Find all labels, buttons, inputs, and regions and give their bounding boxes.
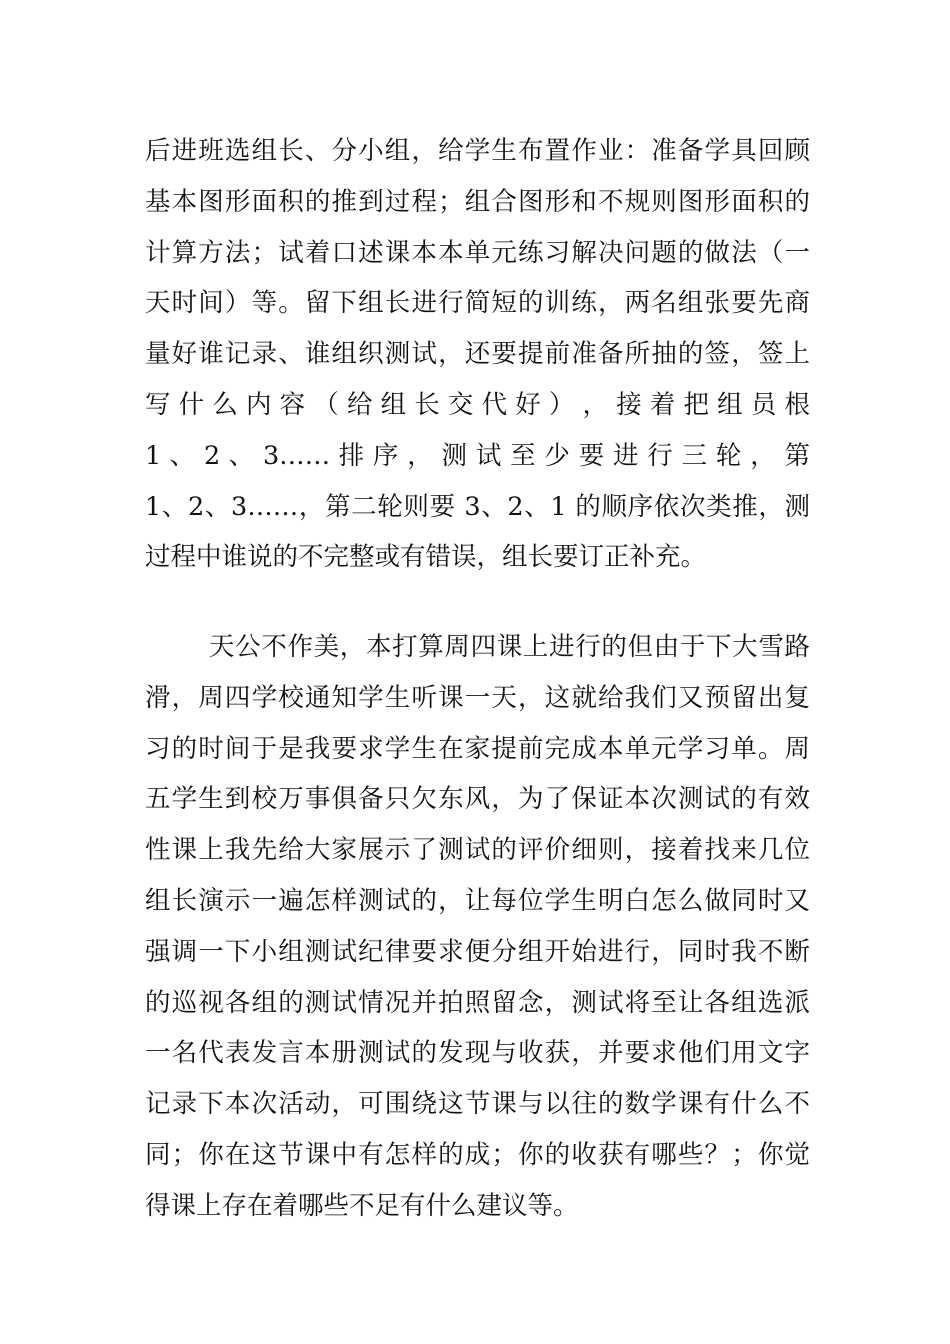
text-line: 天公不作美，本打算周四课上进行的但由于下大雪路 <box>209 632 810 662</box>
text-line: 五学生到校万事俱备只欠东风，为了保证本次测试的有效 <box>145 784 810 815</box>
text-line: 后进班选组长、分小组，给学生布置作业：准备学具回顾 <box>145 136 810 166</box>
text-line: 记录下本次活动，可围绕这节课与以往的数学课有什么不 <box>145 1089 810 1120</box>
text-line: 一名代表发言本册测试的发现与收获，并要求他们用文字 <box>145 1038 810 1069</box>
text-line: 的巡视各组的测试情况并拍照留念，测试将至让各组选派 <box>145 987 810 1018</box>
text-line: 天时间）等。留下组长进行简短的训练，两名组张要先商 <box>145 288 810 319</box>
text-line: 滑，周四学校通知学生听课一天，这就给我们又预留出复 <box>145 682 810 713</box>
paragraph-1 <box>145 126 810 583</box>
text-line: 得课上存在着哪些不足有什么建议等。 <box>145 1190 579 1221</box>
text-line: 习的时间于是我要求学生在家提前完成本单元学习单。周 <box>145 733 810 764</box>
paragraph-2 <box>145 622 810 1232</box>
text-line: 组长演示一遍怎样测试的，让每位学生明白怎么做同时又 <box>145 885 810 916</box>
text-line: 基本图形面积的推到过程；组合图形和不规则图形面积的 <box>145 186 810 217</box>
text-line: 写 什 么 内 容 （ 给 组 长 交 代 好 ） ， 接 着 把 组 员 根 <box>145 389 810 420</box>
text-line: 同；你在这节课中有怎样的成；你的收获有哪些？；你觉 <box>145 1139 810 1170</box>
text-line: 性课上我先给大家展示了测试的评价细则，接着找来几位 <box>145 835 810 866</box>
text-line: 计算方法；试着口述课本本单元练习解决问题的做法（一 <box>145 237 810 268</box>
text-line: 1、2、3……，第二轮则要 3、2、1 的顺序依次类推，测 <box>145 491 810 522</box>
text-line: 量好谁记录、谁组织测试，还要提前准备所抽的签，签上 <box>145 339 810 370</box>
text-line: 1 、 2 、 3…… 排 序 ， 测 试 至 少 要 进 行 三 轮 ， 第 <box>145 440 810 471</box>
text-line: 过程中谁说的不完整或有错误，组长要订正补充。 <box>145 542 707 573</box>
text-line: 强调一下小组测试纪律要求便分组开始进行，同时我不断 <box>145 936 810 967</box>
